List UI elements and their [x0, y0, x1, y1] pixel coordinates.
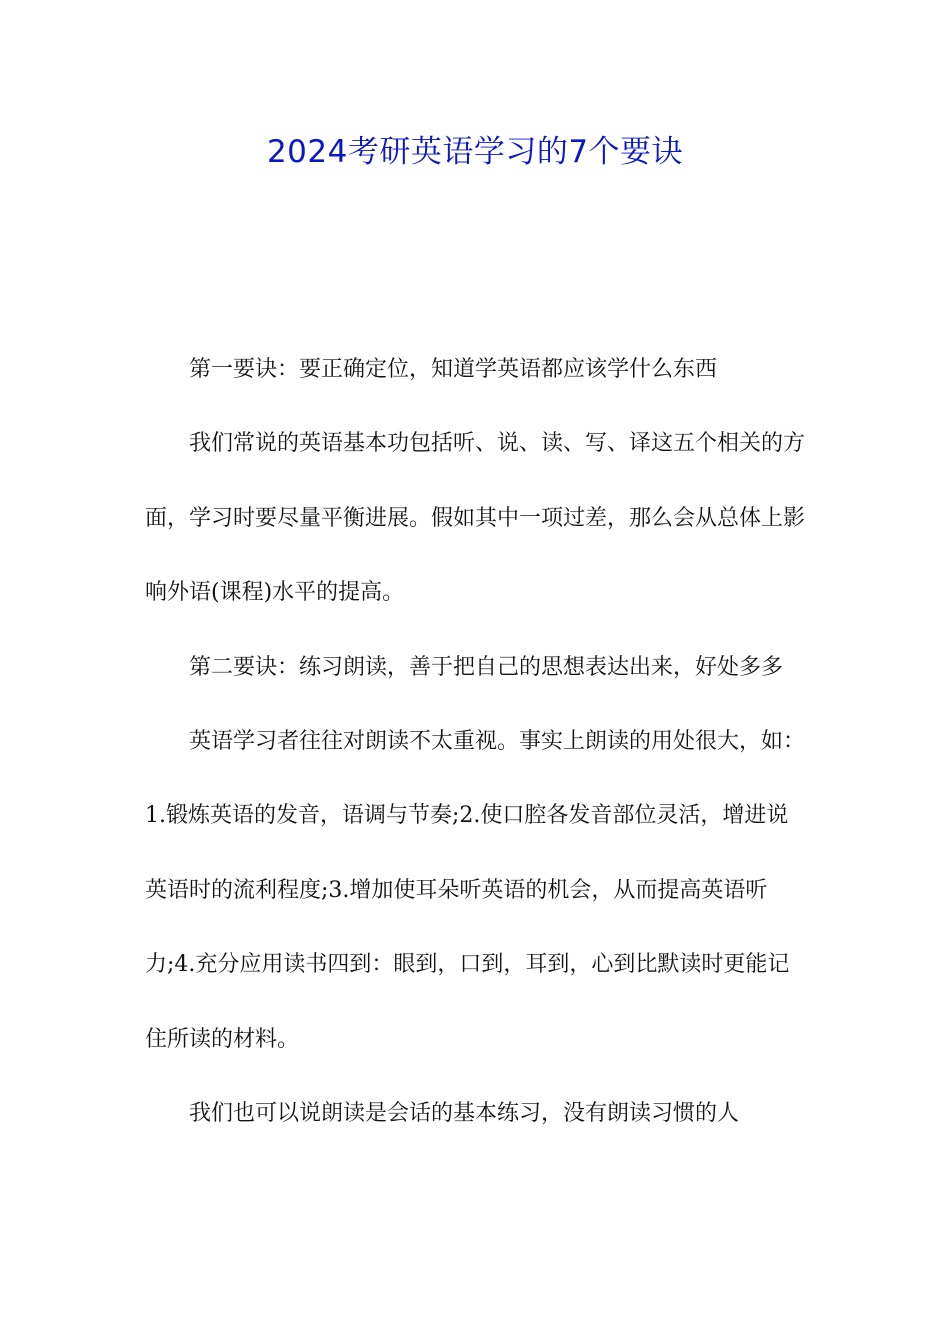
document-body — [145, 333, 805, 1151]
paragraph: 我们常说的英语基本功包括听、说、读、写、译这五个相关的方面，学习时要尽量平衡进展。假如其中一项过差，那么会从总体上影响外语(课程)水平的提高。 — [145, 431, 806, 606]
paragraph-heading-2: 第二要诀：练习朗读，善于把自己的思想表达出来，好处多多 — [189, 654, 784, 680]
paragraph: 英语学习者往往对朗读不太重视。事实上朗读的用处很大，如：1.锻炼英语的发音，语调与节奏;2.使口腔各发音部位灵活，增进说英语时的流利程度;3.增加使耳朵听英语的机会，从而提高英语听力;4.充分应用读书四到：眼到，口到，耳到，心到比默读时更能记住所读的材料。 — [145, 729, 806, 1052]
paragraph: 我们也可以说朗读是会话的基本练习，没有朗读习惯的人 — [189, 1101, 740, 1127]
paragraph-heading-1: 第一要诀：要正确定位，知道学英语都应该学什么东西 — [189, 357, 718, 382]
document-title: 2024考研英语学习的7个要诀 — [266, 134, 684, 170]
